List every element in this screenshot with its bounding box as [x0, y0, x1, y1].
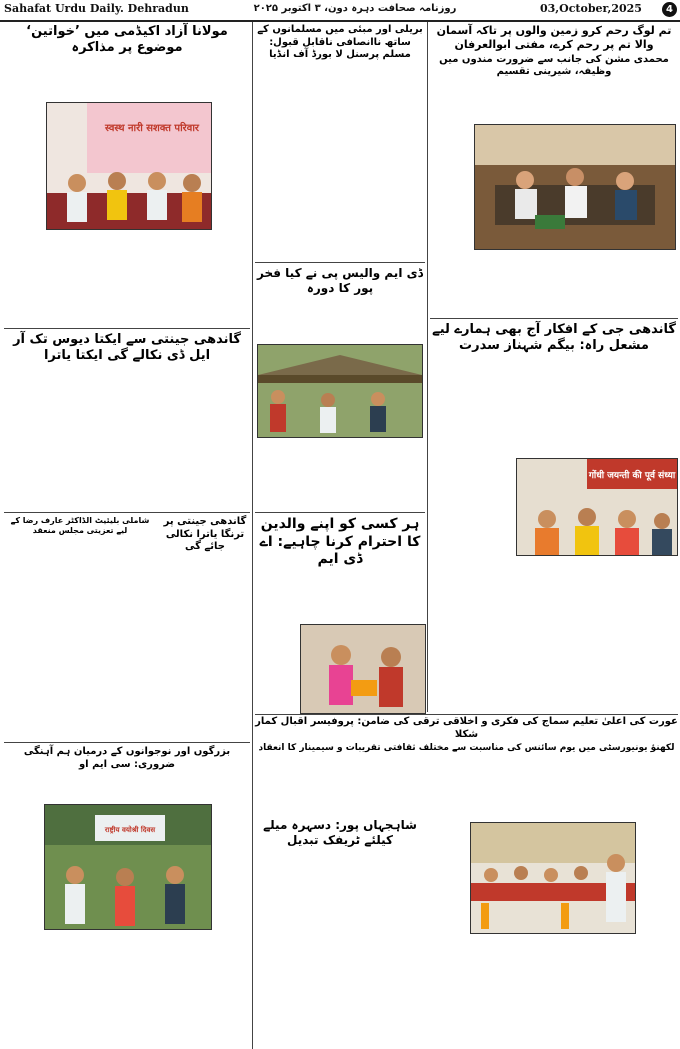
headline-education: عورت کی اعلیٰ تعلیم سماج کی فکری و اخلاقی ترقی کی ضامن: پروفیسر اقبال کمار شکلا	[255, 716, 678, 740]
headline-block-gandhi-ideas	[430, 322, 678, 364]
article-body	[430, 556, 678, 706]
headline-shahjahanpur: شاہجہاں پور: دسہرہ میلے کیلئے ٹریفک تبدیل	[263, 818, 417, 847]
article-body	[636, 822, 678, 932]
headline-block-shahjahanpur	[255, 818, 425, 847]
article-body	[430, 762, 678, 820]
article-body	[212, 804, 250, 928]
article-body	[255, 74, 425, 260]
article-body	[255, 566, 425, 622]
headline-dm-visit: ڈی ایم والیس پی نے کیا فخر پور کا دورہ	[257, 266, 423, 295]
article-divider	[255, 714, 678, 715]
article-divider	[255, 512, 425, 513]
article-body	[212, 62, 250, 222]
article-divider	[430, 318, 678, 319]
banner-gandhi-eve: गोंधी जयन्ती की पूर्व संध्या	[588, 471, 676, 481]
article-body	[430, 934, 678, 1048]
photo-respect-parents	[300, 624, 426, 714]
article-body	[430, 822, 468, 932]
photo-dm-visit	[257, 344, 423, 438]
column-rule	[427, 22, 428, 712]
headline-gandhi-padyatra: گاندھی جینتی پر ترنگا یاترا نکالی جائے گی	[163, 516, 247, 552]
headline-gandhi-ekta: گاندھی جینتی سے ایکتا دیوس تک آر ایل ڈی نکالے گی ایکتا یاترا	[13, 332, 241, 364]
headline-elders-youth: بزرگوں اور نوجوانوں کے درمیان ہم آہنگی ضروری: سی ایم او	[23, 746, 231, 770]
article-body	[430, 250, 576, 314]
headline-block-education	[255, 716, 678, 760]
photo-gandhi-eve-event	[516, 458, 678, 556]
article-divider	[4, 742, 250, 743]
headline-block-shamli	[4, 516, 156, 540]
article-divider	[4, 512, 250, 513]
article-body	[255, 292, 425, 340]
banner-swasth-nari: स्वस्थ नारी सशक्त परिवार	[104, 123, 200, 134]
photo-education-seminar	[470, 822, 636, 934]
photo-azad-academy	[46, 102, 212, 230]
article-body	[255, 762, 425, 816]
article-body	[4, 930, 250, 1048]
article-divider	[255, 262, 425, 263]
article-body	[4, 62, 44, 222]
headline-gandhi-ideas: گاندھی جی کے افکار آج بھی ہمارے لیے مشعل راہ: بیگم شہناز سدرت	[432, 322, 676, 354]
article-body	[255, 846, 425, 1048]
banner-vayoshri: राष्ट्रीय वयोश्री दिवस	[104, 826, 156, 834]
headline-block-mufti	[430, 24, 678, 77]
article-body	[255, 624, 298, 712]
article-body	[160, 560, 250, 740]
headline-block-respect-parents	[255, 516, 425, 567]
headline-block-gandhi-ekta	[4, 332, 250, 376]
article-body	[4, 380, 250, 510]
article-body	[4, 804, 42, 928]
subhead-mohammadi-mission: محمدی مشن کی جانب سے ضرورت مندوں میں وظیفہ، شیرینی تقسیم	[439, 53, 669, 77]
headline-personal-law: بریلی اور مبئی میں مسلمانوں کے ساتھ ناانصافی ناقابل قبول: مسلم پرسنل لا بورڈ آف انڈیا	[257, 24, 423, 60]
headline-mufti: تم لوگ رحم کرو زمین والوں پر تاکہ آسمان والا تم پر رحم کرے، مفتی ابوالعرفان	[436, 24, 672, 51]
subhead-education: لکھنؤ یونیورسٹی میں یوم سائنس کی مناسبت سے مختلف ثقافتی تقریبات و سیمینار کا انعقاد	[258, 743, 675, 753]
article-body	[430, 368, 678, 458]
article-body	[255, 440, 425, 510]
masthead	[0, 0, 680, 22]
photo-elders-youth	[44, 804, 212, 930]
headline-azad-academy: مولانا آزاد اکیڈمی میں ’خواتین‘ موضوع پر مذاکرہ	[26, 24, 228, 56]
headline-shamli: شاملی بلیئیٹ الڈاکٹر عارف رضا کے لیے تعزیتی مجلس منعقد	[10, 516, 150, 535]
issue-date: 03,October,2025	[540, 2, 642, 15]
article-body	[430, 458, 514, 554]
headline-block-azad-academy	[4, 24, 250, 58]
article-body	[4, 230, 250, 326]
column-rule	[252, 22, 253, 1049]
headline-block-elders-youth	[4, 746, 250, 768]
paper-name: Sahafat Urdu Daily. Dehradun	[4, 2, 189, 15]
article-body	[4, 772, 250, 802]
photo-mission-meeting	[474, 124, 676, 250]
headline-respect-parents: ہر کسی کو اپنے والدین کا احترام کرنا چاہیے: اے ڈی ایم	[259, 516, 421, 567]
masthead-urdu-line: روزنامہ صحافت دہرہ دون، ۳ اکتوبر ۲۰۲۵	[253, 3, 457, 14]
article-divider	[4, 328, 250, 329]
headline-block-personal-law	[255, 24, 425, 70]
headline-block-gandhi-padyatra	[160, 516, 250, 556]
article-body	[4, 544, 156, 740]
headline-block-dm-visit	[255, 266, 425, 295]
page-number: 4	[662, 2, 677, 17]
